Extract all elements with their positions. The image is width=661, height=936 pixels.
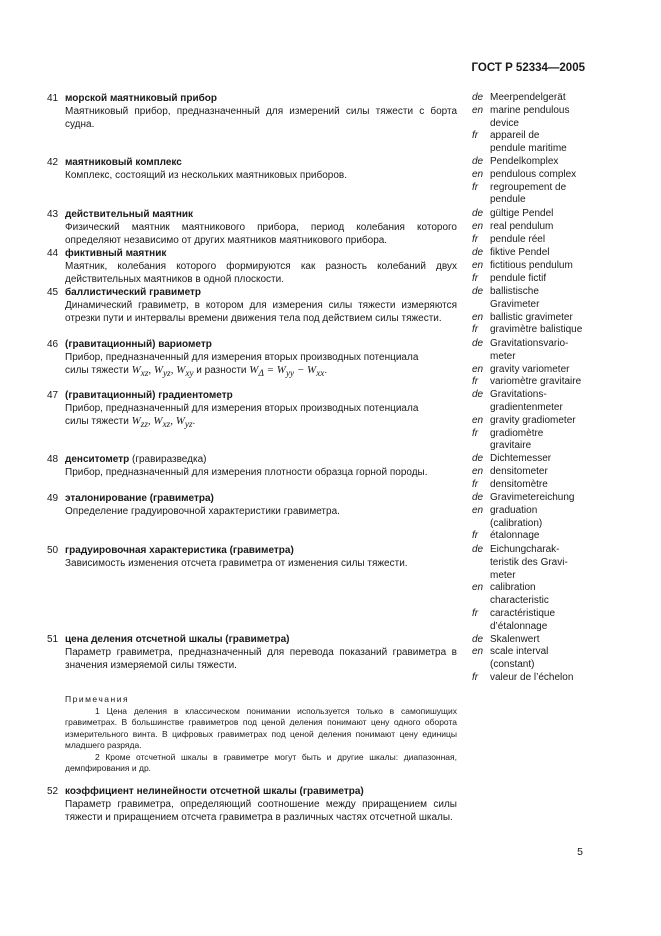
equivalent-row (472, 338, 622, 351)
equivalent-row (472, 92, 622, 105)
equivalent-row (472, 234, 622, 247)
term-44 (47, 247, 457, 286)
equivalent-term: Skalenwert (490, 633, 540, 645)
language-code: de (472, 208, 484, 219)
equivalent-row (472, 286, 622, 299)
language-code: fr (472, 530, 479, 542)
equivalent-term: pendule (490, 194, 526, 206)
language-code: de (472, 492, 484, 503)
term-title: эталонирование (гравиметра) (65, 493, 214, 504)
language-code: de (472, 389, 484, 401)
equivalent-row (472, 130, 622, 143)
equivalent-term: gravity variometer (490, 363, 570, 375)
equivalent-row (472, 273, 622, 286)
equivalent-row (472, 118, 622, 131)
equivalent-term: gradientenmeter (490, 402, 563, 413)
equivalent-term: d’étalonnage (490, 620, 548, 632)
equivalent-row (472, 221, 622, 234)
equivalent-term: Gravimeter (490, 298, 540, 310)
language-code: fr (472, 376, 479, 388)
language-code: de (472, 338, 484, 349)
equivalent-term: appareil de (490, 130, 540, 142)
term-definition: Параметр гравиметра, определяющий соотношение между приращением силы тяжести и приращением отсчета гравиметра в различных частях отсчетной шкалы. (65, 799, 457, 823)
equivalent-term: (constant) (490, 659, 535, 671)
equivalent-row (472, 672, 622, 685)
term-49 (47, 492, 457, 518)
language-code: en (472, 414, 484, 426)
term-definition: Комплекс, состоящий из нескольких маятниковых приборов. (65, 170, 347, 181)
equivalent-row (472, 646, 622, 659)
term-definition: Маятниковый прибор, предназначенный для измерений силы тяжести с борта судна. (65, 106, 457, 130)
equivalent-term: fiktive Pendel (490, 247, 550, 258)
language-code: de (472, 633, 484, 645)
language-code: fr (472, 672, 479, 683)
language-code: en (472, 363, 484, 375)
equivalent-term: device (490, 117, 519, 129)
equivalent-row (472, 312, 622, 325)
equivalent-term: teristik des Gravi- (490, 556, 568, 568)
equivalent-row (472, 389, 622, 402)
equivalent-row (472, 440, 622, 453)
term-number: 50 (47, 545, 59, 556)
equivalent-row (472, 415, 622, 428)
term-title: градуировочная характеристика (гравиметра) (65, 545, 294, 556)
equivalent-row (472, 595, 622, 608)
term-number: 45 (47, 287, 59, 298)
language-code: en (472, 259, 484, 271)
language-code: de (472, 92, 484, 103)
equivalent-term: valeur de l’échelon (490, 672, 574, 683)
language-code: de (472, 286, 484, 297)
term-title: морской маятниковый прибор (65, 93, 217, 104)
term-45 (47, 286, 457, 325)
equivalent-row (472, 105, 622, 118)
term-number: 49 (47, 493, 59, 504)
equivalent-term: ballistic gravimeter (490, 311, 573, 323)
term-41 (47, 92, 457, 131)
equivalent-row (472, 182, 622, 195)
term-definition: Определение градуировочной характеристики гравиметра. (65, 506, 340, 517)
equivalent-row (472, 570, 622, 583)
note-2: 2 Кроме отсчетной шкалы в гравиметре могут быть и другие шкалы: диапазонная, демпфирования и др. (65, 751, 457, 773)
language-code: en (472, 220, 484, 232)
equivalent-row (472, 634, 622, 647)
term-number: 41 (47, 93, 59, 104)
term-definition: Физический маятник маятникового прибора, период колебания которого определяют независимо от других маятников маятникового прибора. (65, 222, 457, 246)
equivalent-term: Gravitations- (490, 389, 547, 401)
document-code: ГОСТ Р 52334—2005 (471, 62, 585, 74)
equivalent-term: variomètre gravitaire (490, 376, 582, 388)
term-number: 46 (47, 339, 59, 350)
equivalent-term: densitomètre (490, 478, 548, 490)
term-title: коэффициент нелинейности отсчетной шкалы (гравиметра) (65, 786, 364, 797)
term-title: действительный маятник (65, 209, 194, 220)
equivalent-row (472, 453, 622, 466)
definition-line: Прибор, предназначенный для измерения вторых производных потенциала (65, 352, 419, 363)
equivalent-term: gültige Pendel (490, 208, 554, 219)
term-title: (гравитационный) градиентометр (65, 390, 233, 401)
term-title: маятниковый комплекс (65, 157, 182, 168)
equivalent-row (472, 621, 622, 634)
notes-block (65, 694, 457, 775)
term-definition: Зависимость изменения отсчета гравиметра от изменения силы тяжести. (65, 558, 408, 569)
equivalent-row (472, 479, 622, 492)
term-47 (47, 389, 457, 431)
equivalent-term: meter (490, 350, 516, 362)
language-code: fr (472, 130, 479, 142)
language-code: de (472, 247, 484, 258)
equivalent-term: (calibration) (490, 517, 543, 529)
language-code: fr (472, 233, 479, 245)
equivalent-term: pendule réel (490, 233, 546, 245)
equivalent-term: marine pendulous (490, 104, 570, 116)
equivalent-term: pendule fictif (490, 272, 547, 284)
term-number: 42 (47, 157, 59, 168)
equivalent-term: Gravitationsvario- (490, 338, 569, 349)
equivalent-row (472, 659, 622, 672)
equivalent-term: pendule maritime (490, 143, 567, 155)
term-number: 43 (47, 209, 59, 220)
equivalent-row (472, 324, 622, 337)
term-48 (47, 453, 457, 479)
language-code: en (472, 504, 484, 516)
language-code: fr (472, 272, 479, 284)
equivalent-row (472, 376, 622, 389)
equivalent-term: gravitaire (490, 440, 532, 452)
term-number: 44 (47, 248, 59, 259)
equivalent-term: densitometer (490, 466, 548, 477)
equivalent-term: Eichungcharak- (490, 544, 560, 555)
equivalent-row (472, 169, 622, 182)
equivalent-term: Dichtemesser (490, 453, 552, 465)
equivalent-row (472, 582, 622, 595)
term-definition: Параметр гравиметра, предназначенный для перевода показаний гравиметра в значения измеряемой силы тяжести. (65, 647, 457, 671)
equivalent-term: fictitious pendulum (490, 259, 573, 271)
equivalent-row (472, 247, 622, 260)
equivalent-term: gradiomètre (490, 427, 544, 439)
language-code: fr (472, 324, 479, 336)
equivalent-row (472, 530, 622, 543)
equivalent-term: Meerpendelgerät (490, 92, 566, 103)
equivalent-row (472, 299, 622, 312)
equivalent-row (472, 492, 622, 505)
equivalent-row (472, 557, 622, 570)
note-1: 1 Цена деления в классическом понимании используется только в самопишущих гравиметрах. В большинстве гравиметров под ценой деления понимают цену одного оборота измерительного винта. В цифровых гравиметрах под ценой деления понимают цену единицы младшего разряда. (65, 705, 457, 750)
equivalent-term: Gravimetereichung (490, 492, 575, 503)
language-code: en (472, 104, 484, 116)
language-code: en (472, 466, 484, 477)
language-code: en (472, 311, 484, 323)
equivalent-row (472, 143, 622, 156)
equivalent-term: scale interval (490, 646, 549, 658)
formula-line: силы тяжести $W_{xz}$, $W_{yz}$, $W_{xy}$ и разности $W_\Delta = W_{yy} - W_{xx}$. (65, 364, 328, 379)
language-code: fr (472, 478, 479, 490)
equivalent-term: pendulous complex (490, 168, 577, 180)
language-code: fr (472, 427, 479, 439)
equivalent-row (472, 402, 622, 415)
equivalent-row (472, 208, 622, 221)
equivalent-row (472, 505, 622, 518)
equivalent-term: real pendulum (490, 220, 554, 232)
language-code: en (472, 646, 484, 658)
language-code: fr (472, 181, 479, 193)
term-definition: Динамический гравиметр, в котором для измерения силы тяжести измеряются отрезки пути и интервалы времени движения тела под действием силы тяжести. (65, 300, 457, 324)
term-title: цена деления отсчетной шкалы (гравиметра) (65, 634, 290, 645)
term-42 (47, 156, 457, 182)
term-52 (47, 785, 457, 824)
equivalent-row (472, 260, 622, 273)
equivalent-term: calibration (490, 582, 536, 594)
equivalent-row (472, 428, 622, 441)
term-number: 47 (47, 390, 59, 401)
equivalent-term: étalonnage (490, 530, 540, 542)
term-definition: Маятник, колебания которого формируются как разность колебаний двух действительных маятников в одной плоскости. (65, 261, 457, 285)
term-qualifier: (гравиразведка) (132, 454, 207, 465)
equivalent-row (472, 518, 622, 531)
equivalent-term: meter (490, 569, 516, 581)
page-number: 5 (577, 846, 583, 858)
language-code: de (472, 544, 484, 555)
term-number: 48 (47, 454, 59, 465)
equivalent-row (472, 351, 622, 364)
language-code: de (472, 453, 484, 465)
language-code: fr (472, 608, 479, 619)
equivalent-term: regroupement de (490, 181, 567, 193)
equivalent-row (472, 608, 622, 621)
term-number: 51 (47, 634, 59, 645)
term-title: (гравитационный) вариометр (65, 339, 212, 350)
language-code: en (472, 582, 484, 594)
term-46 (47, 338, 457, 380)
equivalent-row (472, 466, 622, 479)
term-definition: Прибор, предназначенный для измерения плотности образца горной породы. (65, 467, 428, 478)
equivalent-term: graduation (490, 504, 538, 516)
language-code: en (472, 168, 484, 180)
equivalent-row (472, 364, 622, 377)
equivalent-term: gravity gradiometer (490, 414, 576, 426)
term-number: 52 (47, 786, 59, 797)
term-definition (65, 351, 457, 380)
term-50 (47, 544, 457, 570)
equivalent-term: caractéristique (490, 608, 556, 619)
term-51 (47, 633, 457, 672)
term-title: денситометр (65, 454, 130, 465)
equivalent-row (472, 156, 622, 169)
equivalent-term: gravimètre balistique (490, 324, 583, 336)
term-43 (47, 208, 457, 247)
language-code: de (472, 156, 484, 167)
equivalent-term: characteristic (490, 595, 549, 607)
equivalent-term: ballistische (490, 286, 539, 297)
term-title: фиктивный маятник (65, 248, 167, 259)
equivalent-row (472, 544, 622, 557)
term-title: баллистический гравиметр (65, 287, 202, 298)
notes-title: Примечания (65, 694, 130, 704)
equivalent-row (472, 194, 622, 207)
equivalent-term: Pendelkomplex (490, 156, 559, 167)
term-definition: Прибор, предназначенный для измерения вторых производных потенциала силы тяжести $W_{zz}$, $W_{xz}$, $W_{yz}$. (65, 403, 419, 430)
